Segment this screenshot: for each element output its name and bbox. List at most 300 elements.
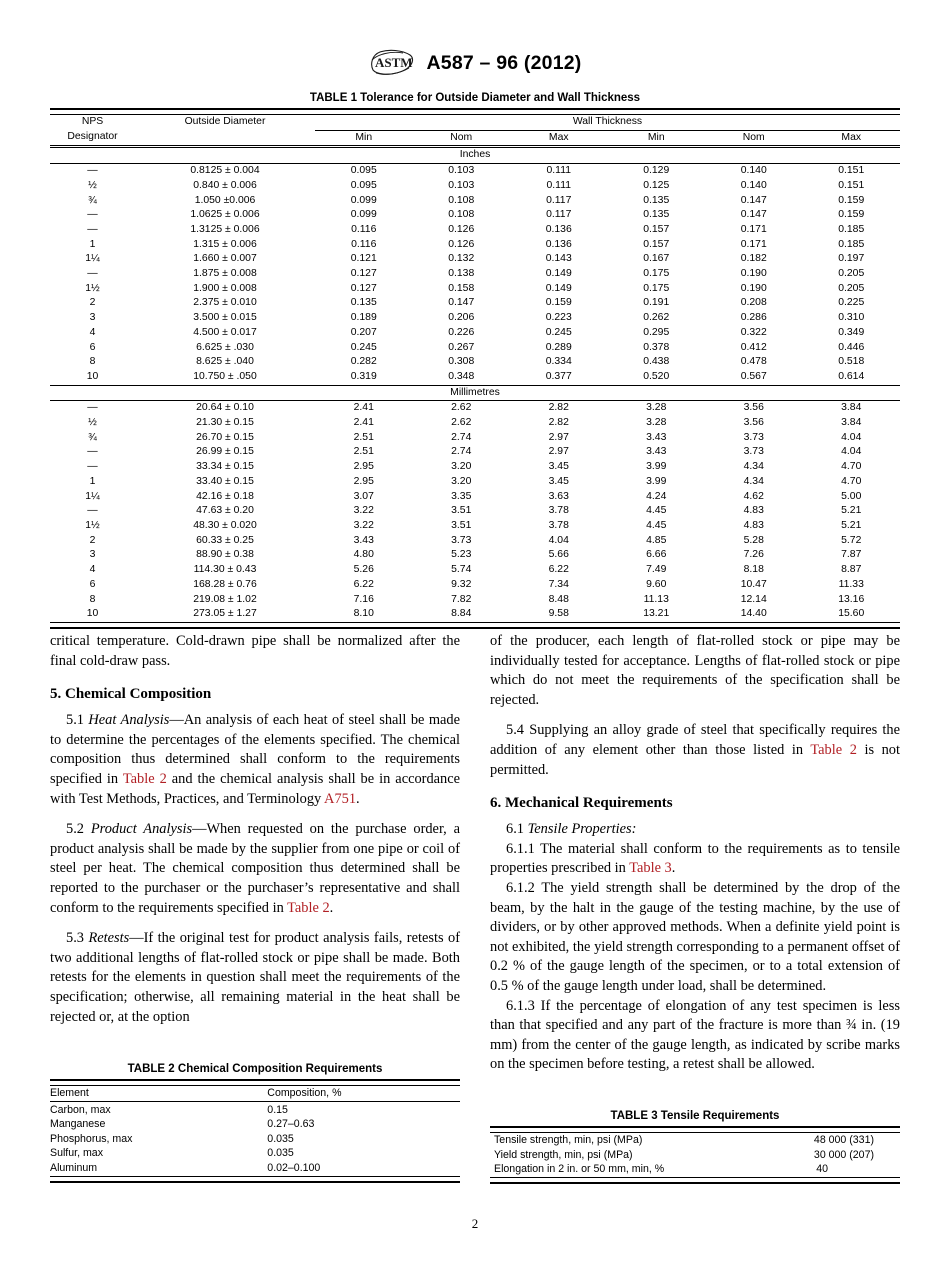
cell-wall-0: 0.207	[350, 326, 377, 338]
cell-wall-4: 7.26	[743, 549, 764, 561]
cell-wall-3: 0.175	[643, 282, 670, 294]
cell-wall-0: 2.95	[353, 475, 374, 487]
cell-nps: 2	[89, 297, 96, 309]
clause-number-6-1-3: 6.1.3	[506, 997, 541, 1014]
cell-wall-1: 0.138	[448, 268, 475, 280]
cell-composition: 0.27–0.63	[267, 1118, 315, 1131]
cell-wall-4: 0.322	[740, 326, 767, 338]
document-header	[0, 48, 950, 78]
cell-wall-1: 2.62	[451, 417, 472, 429]
table-row	[490, 1133, 900, 1148]
paragraph-continued-right: of the producer, each length of flat-rolled stock or pipe may be individually tested for acceptance. Lengths of flat-rolled stock or pipe which do not meet the requirements of the specification shall be rejected.	[490, 633, 900, 708]
cell-wall-4: 0.286	[740, 312, 767, 324]
cell-outside-diameter: 3.500 ± 0.015	[193, 312, 257, 324]
cell-wall-1: 0.103	[448, 165, 475, 177]
cell-wall-2: 7.34	[548, 578, 569, 590]
cell-wall-3: 3.99	[646, 461, 667, 473]
table-row	[50, 504, 900, 519]
cell-wall-4: 0.147	[740, 194, 767, 206]
clause-title-5-2: Product Analysis	[90, 821, 193, 838]
cell-wall-3: 0.135	[643, 209, 670, 221]
cell-nps: 8	[89, 356, 96, 368]
link-table-3[interactable]: Table 3	[629, 860, 672, 877]
cell-wall-4: 0.171	[740, 223, 767, 235]
cell-composition: 0.035	[267, 1132, 294, 1145]
paragraph-5-3	[50, 929, 460, 1027]
cell-outside-diameter: 1.900 ± 0.008	[193, 282, 257, 294]
cell-wall-0: 3.22	[353, 519, 374, 531]
cell-wall-5: 0.205	[838, 268, 865, 280]
cell-wall-2: 2.97	[548, 446, 569, 458]
cell-outside-diameter: 1.660 ± 0.007	[193, 253, 257, 265]
cell-nps: —	[87, 402, 98, 414]
cell-nps: 1	[89, 475, 96, 487]
cell-nps: —	[87, 223, 98, 235]
clause-number-6-1-1: 6.1.1	[506, 840, 541, 857]
clause-number-5-4: 5.4	[506, 722, 530, 739]
cell-wall-1: 5.74	[451, 564, 472, 576]
header-wall-thickness: Wall Thickness	[315, 115, 900, 131]
table-row	[50, 416, 900, 431]
cell-wall-1: 3.51	[451, 505, 472, 517]
cell-value: 40	[816, 1163, 828, 1176]
cell-nps: 1½	[85, 282, 100, 294]
cell-wall-5: 0.614	[838, 370, 865, 382]
cell-wall-2: 0.149	[545, 282, 572, 294]
cell-wall-4: 4.62	[743, 490, 764, 502]
clause-number-5-3: 5.3	[66, 930, 89, 947]
cell-wall-3: 0.520	[643, 370, 670, 382]
cell-outside-diameter: 33.40 ± 0.15	[196, 475, 254, 487]
cell-nps: ½	[88, 179, 97, 191]
cell-outside-diameter: 20.64 ± 0.10	[196, 402, 254, 414]
cell-wall-2: 0.334	[545, 356, 572, 368]
cell-wall-2: 3.45	[548, 461, 569, 473]
cell-value: 48 000 (331)	[813, 1134, 874, 1146]
table-row	[50, 326, 900, 341]
table1-container	[50, 92, 900, 629]
cell-wall-3: 0.438	[643, 356, 670, 368]
cell-wall-0: 2.41	[353, 402, 374, 414]
table-row	[50, 267, 900, 282]
table3	[490, 1126, 900, 1184]
cell-wall-1: 3.20	[451, 461, 472, 473]
cell-wall-5: 4.04	[841, 446, 862, 458]
cell-outside-diameter: 33.34 ± 0.15	[196, 461, 254, 473]
cell-wall-0: 6.22	[353, 578, 374, 590]
cell-wall-2: 2.82	[548, 402, 569, 414]
cell-wall-4: 0.478	[740, 356, 767, 368]
cell-wall-4: 0.412	[740, 341, 767, 353]
table1	[50, 108, 900, 629]
table-row	[50, 238, 900, 253]
cell-wall-0: 0.116	[351, 223, 377, 235]
cell-wall-0: 0.282	[350, 356, 377, 368]
cell-wall-0: 0.116	[351, 238, 377, 250]
paragraph-5-2	[50, 820, 460, 918]
cell-wall-0: 7.16	[353, 593, 374, 605]
cell-wall-5: 0.159	[838, 209, 865, 221]
cell-element: Aluminum	[50, 1161, 98, 1174]
cell-wall-2: 4.04	[548, 534, 569, 546]
document-title: A587 – 96 (2012)	[426, 51, 582, 74]
header-outside-diameter: Outside Diameter	[184, 116, 266, 127]
cell-wall-1: 3.35	[451, 490, 472, 502]
cell-nps: 1¼	[85, 490, 100, 502]
cell-outside-diameter: 114.30 ± 0.43	[193, 564, 257, 576]
cell-wall-0: 0.127	[350, 268, 377, 280]
cell-nps: —	[87, 446, 98, 458]
cell-wall-4: 0.140	[740, 165, 767, 177]
cell-element: Carbon, max	[50, 1103, 111, 1116]
cell-nps: —	[87, 209, 98, 221]
table1-caption: TABLE 1 Tolerance for Outside Diameter and Wall Thickness	[309, 92, 641, 104]
table-row	[50, 282, 900, 297]
table-row	[50, 1117, 460, 1132]
cell-wall-1: 3.51	[451, 519, 472, 531]
cell-nps: 3	[89, 312, 96, 324]
paragraph-6-1-2	[490, 879, 900, 997]
cell-nps: 6	[89, 341, 96, 353]
cell-wall-1: 3.20	[451, 475, 472, 487]
cell-wall-3: 4.45	[646, 519, 667, 531]
cell-wall-3: 0.129	[643, 165, 670, 177]
cell-outside-diameter: 4.500 ± 0.017	[193, 326, 257, 338]
cell-element: Sulfur, max	[50, 1147, 103, 1160]
link-table-2-b[interactable]: Table 2	[287, 899, 330, 916]
cell-value: 30 000 (207)	[813, 1148, 874, 1161]
cell-wall-2: 0.159	[545, 297, 572, 309]
cell-outside-diameter: 168.28 ± 0.76	[193, 578, 257, 590]
section-label-text: Millimetres	[50, 385, 900, 401]
cell-property: Yield strength, min, psi (MPa)	[494, 1148, 633, 1161]
cell-wall-0: 2.41	[353, 417, 374, 429]
link-table-2-a[interactable]: Table 2	[122, 770, 167, 787]
cell-wall-2: 3.78	[548, 519, 569, 531]
cell-wall-2: 0.377	[545, 370, 572, 382]
cell-wall-3: 0.135	[643, 194, 670, 206]
clause-text-5-2a: —When requested on the purchase order, a product analysis shall be made by the supplier from one pipe or coil of steel per heat. The chemical composition thus determined shall be reported to the purchaser or the purchaser’s representative and shall conform to the requirements specified in	[50, 821, 461, 916]
table-row	[50, 593, 900, 608]
table-row	[50, 534, 900, 549]
cell-wall-1: 0.103	[448, 179, 475, 191]
table-row	[50, 208, 900, 223]
header-sub-2: Max	[548, 131, 569, 143]
cell-wall-2: 3.78	[548, 505, 569, 517]
cell-wall-5: 0.151	[838, 165, 865, 177]
paragraph-continued-left: critical temperature. Cold-drawn pipe shall be normalized after the final cold-draw pass.	[50, 633, 460, 669]
cell-wall-1: 0.126	[448, 238, 475, 250]
cell-outside-diameter: 1.875 ± 0.008	[193, 268, 257, 280]
clause-number-5-2: 5.2	[66, 821, 91, 838]
cell-wall-3: 3.28	[646, 417, 667, 429]
header-sub-0: Min	[355, 131, 373, 143]
cell-wall-4: 8.18	[743, 564, 764, 576]
cell-wall-4: 0.190	[740, 282, 767, 294]
cell-wall-4: 14.40	[740, 608, 767, 620]
cell-nps: 2	[89, 534, 96, 546]
cell-outside-diameter: 26.99 ± 0.15	[196, 446, 254, 458]
cell-outside-diameter: 1.0625 ± 0.006	[190, 209, 260, 221]
cell-wall-2: 8.48	[548, 593, 569, 605]
cell-nps: 3	[89, 549, 96, 561]
svg-text:ASTM: ASTM	[374, 55, 413, 70]
table-row	[50, 401, 900, 416]
heading-section-5: 5. Chemical Composition	[50, 686, 212, 703]
cell-wall-3: 9.60	[646, 578, 667, 590]
clause-title-5-3: Retests	[88, 930, 130, 947]
cell-wall-1: 7.82	[451, 593, 472, 605]
table-row	[50, 355, 900, 370]
table3-container	[490, 1110, 900, 1184]
cell-wall-4: 5.28	[743, 534, 764, 546]
cell-wall-3: 0.262	[643, 312, 670, 324]
cell-wall-0: 8.10	[353, 608, 374, 620]
paragraph-6-1	[490, 820, 900, 840]
table-row	[50, 445, 900, 460]
cell-wall-1: 9.32	[451, 578, 472, 590]
cell-nps: ½	[88, 417, 97, 429]
cell-outside-diameter: 219.08 ± 1.02	[193, 593, 257, 605]
cell-wall-5: 0.310	[838, 312, 865, 324]
cell-wall-5: 4.70	[841, 475, 862, 487]
cell-wall-2: 5.66	[548, 549, 569, 561]
table-row	[50, 296, 900, 311]
cell-wall-4: 3.73	[743, 446, 764, 458]
cell-nps: 8	[89, 593, 96, 605]
cell-wall-4: 4.83	[743, 519, 764, 531]
header-sub-3: Min	[647, 131, 665, 143]
cell-wall-3: 0.191	[643, 297, 670, 309]
cell-wall-2: 9.58	[548, 608, 569, 620]
table-row	[50, 490, 900, 505]
cell-wall-4: 4.83	[743, 505, 764, 517]
cell-wall-0: 2.95	[353, 461, 374, 473]
cell-wall-2: 0.136	[545, 223, 572, 235]
cell-composition: 0.035	[267, 1147, 294, 1160]
cell-wall-1: 2.74	[451, 431, 472, 443]
cell-nps: 10	[86, 370, 99, 382]
cell-nps: 10	[86, 608, 99, 620]
cell-wall-5: 0.518	[838, 356, 865, 368]
cell-wall-4: 4.34	[743, 461, 764, 473]
table-row	[50, 341, 900, 356]
clause-text-5-1c: .	[356, 790, 360, 807]
cell-wall-0: 2.51	[353, 446, 374, 458]
cell-wall-1: 0.226	[448, 326, 475, 338]
cell-wall-5: 15.60	[838, 608, 865, 620]
table-row	[50, 164, 900, 179]
cell-wall-2: 3.45	[548, 475, 569, 487]
cell-wall-0: 4.80	[353, 549, 374, 561]
paragraph-5-4	[490, 721, 900, 780]
header-sub-1: Nom	[450, 131, 473, 143]
link-a751[interactable]: A751	[324, 790, 357, 807]
cell-wall-5: 4.70	[841, 461, 862, 473]
cell-wall-1: 3.73	[451, 534, 472, 546]
table1-section-label-1	[50, 385, 900, 401]
cell-wall-5: 11.33	[838, 578, 864, 590]
cell-outside-diameter: 0.8125 ± 0.004	[190, 165, 260, 177]
cell-wall-1: 0.206	[448, 312, 475, 324]
table-row	[50, 252, 900, 267]
cell-wall-4: 0.147	[740, 209, 767, 221]
right-text-column	[490, 632, 900, 1075]
header-sub-4: Nom	[742, 131, 765, 143]
cell-nps: —	[87, 505, 98, 517]
cell-wall-2: 0.117	[546, 194, 572, 206]
cell-wall-0: 0.095	[350, 165, 377, 177]
table1-section-label-0	[50, 148, 900, 164]
cell-nps: ¾	[88, 431, 97, 443]
cell-wall-4: 0.140	[740, 179, 767, 191]
cell-wall-5: 0.185	[838, 238, 865, 250]
paragraph-5-1	[50, 711, 460, 809]
table-row	[50, 1132, 460, 1147]
table3-bottom-rule	[490, 1177, 900, 1183]
cell-wall-3: 6.66	[646, 549, 667, 561]
cell-wall-3: 0.378	[643, 341, 670, 353]
cell-wall-4: 0.171	[740, 238, 767, 250]
cell-nps: 1	[89, 238, 96, 250]
table-row	[50, 563, 900, 578]
cell-wall-5: 0.185	[838, 223, 865, 235]
clause-text-5-2b: .	[329, 899, 334, 916]
cell-wall-1: 0.348	[448, 370, 475, 382]
cell-wall-5: 0.159	[838, 194, 865, 206]
cell-outside-diameter: 273.05 ± 1.27	[193, 608, 257, 620]
table-row	[50, 311, 900, 326]
clause-title-5-1: Heat Analysis	[88, 712, 170, 729]
cell-nps: —	[87, 461, 98, 473]
cell-wall-4: 12.14	[740, 593, 767, 605]
cell-property: Elongation in 2 in. or 50 mm, min, %	[494, 1163, 665, 1176]
table-row	[50, 548, 900, 563]
cell-wall-1: 0.308	[448, 356, 475, 368]
cell-wall-1: 5.23	[451, 549, 472, 561]
cell-wall-0: 0.095	[350, 179, 377, 191]
cell-wall-5: 0.446	[838, 341, 865, 353]
cell-wall-0: 0.121	[350, 253, 377, 265]
cell-wall-1: 8.84	[451, 608, 472, 620]
paragraph-6-1-3	[490, 997, 900, 1075]
cell-nps: ¾	[88, 194, 97, 206]
cell-wall-5: 0.151	[838, 179, 865, 191]
cell-outside-diameter: 1.3125 ± 0.006	[190, 223, 260, 235]
table-row	[50, 475, 900, 490]
cell-wall-2: 0.143	[545, 253, 572, 265]
table-row	[50, 223, 900, 238]
cell-wall-3: 3.43	[646, 446, 667, 458]
cell-wall-2: 0.223	[545, 312, 572, 324]
table-row	[50, 460, 900, 475]
table-row	[50, 431, 900, 446]
cell-wall-4: 0.567	[740, 370, 767, 382]
table2-bottom-rule	[50, 1176, 460, 1182]
clause-number-6-1-2: 6.1.2	[506, 879, 542, 896]
clause-text-5-1a: —An analysis of each heat of steel shall be made to determine the percentages of the elements specified. The chemical composition thus determined shall conform to the requirements specified in	[50, 712, 460, 787]
cell-wall-5: 0.349	[838, 326, 865, 338]
clause-number-5-1: 5.1	[66, 712, 89, 729]
cell-wall-4: 10.47	[740, 578, 767, 590]
table1-header-row-1	[50, 115, 900, 131]
cell-wall-0: 0.127	[350, 282, 377, 294]
cell-wall-2: 0.149	[545, 268, 572, 280]
cell-wall-3: 3.28	[646, 402, 667, 414]
clause-text-5-1b: and the chemical analysis shall be in accordance with Test Methods, Practices, and Terminology	[50, 770, 461, 807]
cell-outside-diameter: 2.375 ± 0.010	[193, 297, 257, 309]
cell-wall-3: 4.85	[646, 534, 667, 546]
clause-text-5-4b: is not permitted.	[490, 741, 901, 778]
cell-wall-5: 5.21	[841, 505, 862, 517]
cell-wall-3: 0.167	[643, 253, 670, 265]
table2-header-row	[50, 1086, 460, 1102]
cell-wall-0: 3.43	[353, 534, 374, 546]
cell-property: Tensile strength, min, psi (MPa)	[494, 1134, 643, 1146]
cell-composition: 0.02–0.100	[267, 1161, 321, 1174]
cell-wall-5: 4.04	[841, 431, 862, 443]
cell-wall-2: 0.111	[546, 179, 571, 191]
cell-wall-4: 0.208	[740, 297, 767, 309]
cell-wall-2: 0.136	[545, 238, 572, 250]
cell-wall-2: 0.289	[545, 341, 572, 353]
cell-outside-diameter: 1.315 ± 0.006	[193, 238, 257, 250]
cell-wall-5: 5.00	[841, 490, 862, 502]
table-row	[50, 578, 900, 593]
cell-wall-2: 6.22	[548, 564, 569, 576]
cell-wall-1: 0.108	[448, 209, 475, 221]
cell-wall-5: 7.87	[841, 549, 862, 561]
cell-wall-0: 5.26	[353, 564, 374, 576]
cell-wall-0: 0.319	[350, 370, 377, 382]
cell-wall-0: 0.245	[350, 341, 377, 353]
cell-wall-0: 3.07	[353, 490, 374, 502]
cell-wall-4: 0.182	[740, 253, 767, 265]
cell-wall-4: 0.190	[740, 268, 767, 280]
cell-wall-5: 0.205	[838, 282, 865, 294]
cell-wall-0: 0.189	[350, 312, 377, 324]
cell-wall-0: 0.099	[350, 209, 377, 221]
header-nps-line1: NPS	[81, 116, 104, 127]
cell-wall-3: 3.43	[646, 431, 667, 443]
left-text-column	[50, 632, 460, 1027]
cell-wall-5: 8.87	[841, 564, 862, 576]
cell-wall-1: 0.267	[448, 341, 475, 353]
header-composition: Composition, %	[267, 1087, 342, 1099]
cell-nps: —	[87, 165, 98, 177]
table2-container	[50, 1063, 460, 1183]
cell-outside-diameter: 1.050 ±0.006	[194, 194, 256, 206]
cell-wall-0: 0.099	[350, 194, 377, 206]
cell-nps: 4	[89, 564, 96, 576]
page-number: 2	[471, 1216, 479, 1231]
table-row	[490, 1148, 900, 1163]
astm-logo-icon	[369, 48, 415, 78]
cell-outside-diameter: 0.840 ± 0.006	[193, 179, 257, 191]
cell-element: Manganese	[50, 1118, 106, 1131]
clause-text-6-1-3: If the percentage of elongation of any test specimen is less than that specified and any part of the fracture is more than ¾ in. (19 mm) from the center of the gauge length, as indicated by scribe marks on the specimen before testing, a retest shall be allowed.	[490, 997, 900, 1073]
cell-outside-diameter: 60.33 ± 0.25	[196, 534, 254, 546]
cell-wall-4: 3.73	[743, 431, 764, 443]
link-table-2-c[interactable]: Table 2	[810, 741, 857, 758]
cell-wall-1: 0.108	[448, 194, 475, 206]
cell-wall-3: 0.175	[643, 268, 670, 280]
cell-nps: 6	[89, 578, 96, 590]
header-element: Element	[50, 1087, 89, 1099]
cell-nps: 1½	[85, 519, 100, 531]
cell-wall-5: 5.21	[841, 519, 862, 531]
clause-text-5-3a: —If the original test for product analysis fails, retests of two additional lengths of flat-rolled stock or pipe shall be made. Both retests for the elements in question shall meet the requirements of the specification; otherwise, all remaining material in the heat shall be rejected or, at the option	[50, 930, 460, 1025]
